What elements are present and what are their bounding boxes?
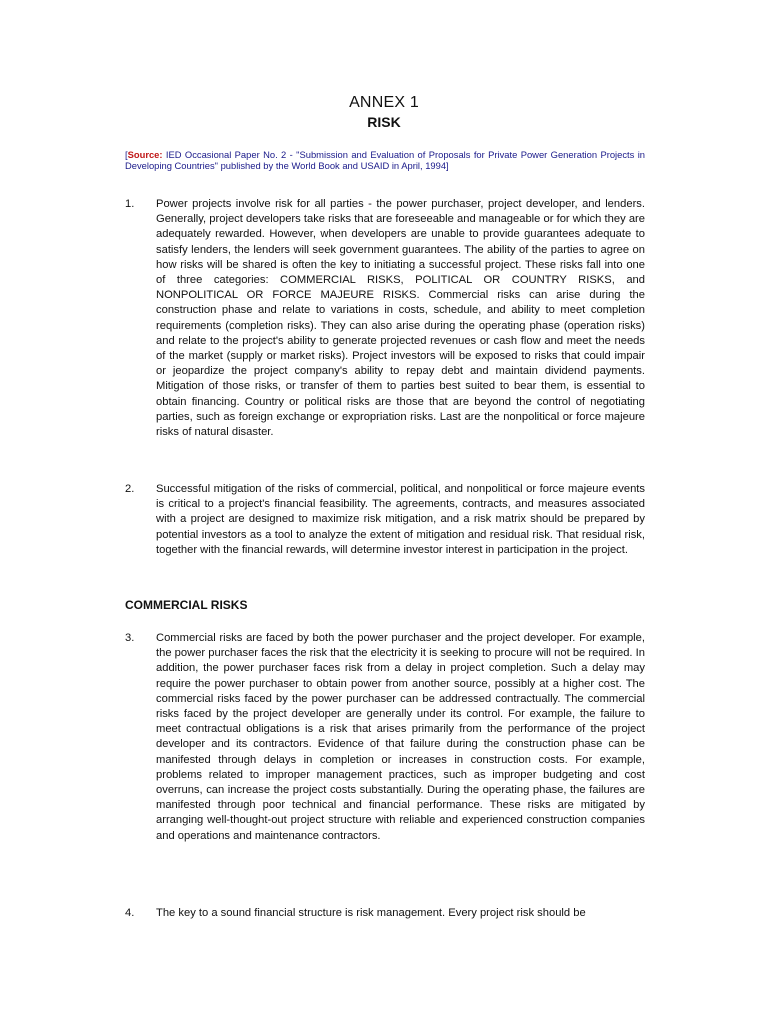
paragraph-text: The key to a sound financial structure is risk management. Every project risk should be [156,907,586,919]
paragraph-text: Successful mitigation of the risks of commercial, political, and nonpolitical or force majeure events is critical to a project's financial feasibility. The agreements, contracts, and measures associated with a project are designed to maximize risk mitigation, and a risk matrix should be prepared by potential investors as a tool to analyze the extent of mitigation and residual risk. That residual risk, together with the financial rewards, will determine investor interest in participation in the project. [156,483,645,556]
source-text: IED Occasional Paper No. 2 - "Submission and Evaluation of Proposals for Private Power Generation Projects in Developing Countries" published by the World Book and USAID in April, 1994] [125,149,645,171]
source-label: Source: [127,149,163,160]
annex-title: ANNEX 1 [349,94,419,111]
paragraph-number: 3. [125,632,135,644]
paragraph-number: 1. [125,198,135,210]
section-heading: COMMERCIAL RISKS [125,598,248,612]
paragraph-number: 4. [125,907,135,919]
paragraph-number: 2. [125,483,135,495]
source-open-bracket: [ [125,149,128,160]
source-note [125,149,645,171]
annex-subtitle: RISK [367,114,401,130]
paragraph-text: Commercial risks are faced by both the power purchaser and the project developer. For example, the power purchaser faces the risk that the electricity it is seeking to procure will not be required. In addition, the power purchaser faces risk from a delay in project completion. Such a delay may require the power purchaser to obtain power from another source, possibly at a higher cost. The commercial risks faced by the power purchaser can be addressed contractually. The commercial risks faced by the project developer are generally under its control. For example, the failure to meet contractual obligations is a risk that arises primarily from the performance of the project developer and its contractors. Evidence of that failure during the construction phase can be manifested through delays in completion or increases in construction costs. For example, problems related to improper management practices, such as improper budgeting and cost overruns, can increase the project costs substantially. During the operating phase, the failures are manifested through poor technical and financial performance. These risks are mitigated by arranging well-thought-out project structure with reliable and experienced construction companies and operations and maintenance contractors. [156,632,645,842]
paragraph-text: Power projects involve risk for all parties - the power purchaser, project developer, and lenders. Generally, project developers take risks that are foreseeable and manageable or for which they are adequately rewarded. However, when developers are unable to provide guarantees adequate to satisfy lenders, the lenders will seek government guarantees. The ability of the parties to agree on how risks will be shared is often the key to initiating a successful project. These risks fall into one of three categories: COMMERCIAL RISKS, POLITICAL OR COUNTRY RISKS, and NONPOLITICAL OR FORCE MAJEURE RISKS. Commercial risks can arise during the construction phase and relate to variations in costs, schedule, and ability to meet completion requirements (completion risks). They can also arise during the operating phase (operation risks) and relate to the project's ability to generate projected revenues or cash flow and meet the needs of the market (supply or market risks). Project investors will be exposed to risks that could impair or jeopardize the project company's ability to repay debt and maintain dividend payments. Mitigation of those risks, or transfer of them to parties best suited to bear them, is essential to obtain financing. Country or political risks are those that are beyond the control of negotiating parties, such as foreign exchange or expropriation risks. Last are the nonpolitical or force majeure risks of natural disaster. [156,198,645,439]
